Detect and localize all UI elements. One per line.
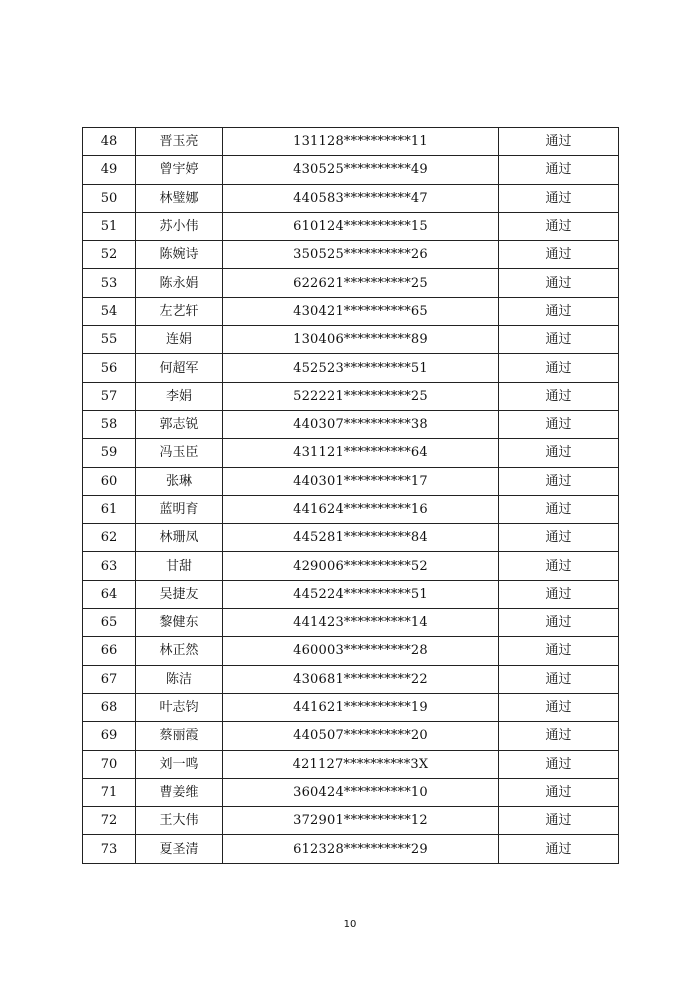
result-status: 通过: [499, 637, 619, 665]
id-number: 131128**********11: [223, 128, 499, 156]
result-status: 通过: [499, 524, 619, 552]
id-number: 360424**********10: [223, 778, 499, 806]
result-status: 通过: [499, 807, 619, 835]
id-number: 460003**********28: [223, 637, 499, 665]
person-name: 冯玉臣: [136, 439, 223, 467]
id-number: 452523**********51: [223, 354, 499, 382]
row-number: 66: [83, 637, 136, 665]
result-status: 通过: [499, 835, 619, 863]
table-row: [83, 552, 619, 580]
person-name: 连娟: [136, 326, 223, 354]
row-number: 70: [83, 750, 136, 778]
table-row: [83, 241, 619, 269]
table-row: [83, 637, 619, 665]
person-name: 李娟: [136, 382, 223, 410]
result-status: 通过: [499, 467, 619, 495]
table-row: [83, 297, 619, 325]
id-number: 430421**********65: [223, 297, 499, 325]
id-number: 522221**********25: [223, 382, 499, 410]
result-status: 通过: [499, 326, 619, 354]
id-number: 445281**********84: [223, 524, 499, 552]
table-row: [83, 326, 619, 354]
person-name: 陈永娟: [136, 269, 223, 297]
result-status: 通过: [499, 354, 619, 382]
person-name: 何超军: [136, 354, 223, 382]
result-status: 通过: [499, 750, 619, 778]
id-number: 441621**********19: [223, 693, 499, 721]
result-status: 通过: [499, 269, 619, 297]
id-number: 429006**********52: [223, 552, 499, 580]
id-number: 421127**********3X: [223, 750, 499, 778]
row-number: 53: [83, 269, 136, 297]
result-status: 通过: [499, 693, 619, 721]
id-number: 430681**********22: [223, 665, 499, 693]
person-name: 左艺轩: [136, 297, 223, 325]
row-number: 48: [83, 128, 136, 156]
person-name: 曹姜维: [136, 778, 223, 806]
row-number: 71: [83, 778, 136, 806]
table-row: [83, 609, 619, 637]
result-status: 通过: [499, 410, 619, 438]
table-row: [83, 212, 619, 240]
page-number: 10: [343, 919, 357, 930]
result-status: 通过: [499, 212, 619, 240]
row-number: 57: [83, 382, 136, 410]
id-number: 440301**********17: [223, 467, 499, 495]
result-status: 通过: [499, 580, 619, 608]
row-number: 62: [83, 524, 136, 552]
row-number: 59: [83, 439, 136, 467]
row-number: 49: [83, 156, 136, 184]
table-row: [83, 439, 619, 467]
table-row: [83, 778, 619, 806]
table-row: [83, 807, 619, 835]
table-row: [83, 269, 619, 297]
person-name: 苏小伟: [136, 212, 223, 240]
table-row: [83, 467, 619, 495]
results-table: [82, 127, 619, 864]
result-status: 通过: [499, 495, 619, 523]
person-name: 黎健东: [136, 609, 223, 637]
id-number: 130406**********89: [223, 326, 499, 354]
result-status: 通过: [499, 778, 619, 806]
person-name: 林珊凤: [136, 524, 223, 552]
row-number: 54: [83, 297, 136, 325]
table-row: [83, 156, 619, 184]
row-number: 72: [83, 807, 136, 835]
result-status: 通过: [499, 382, 619, 410]
row-number: 50: [83, 184, 136, 212]
row-number: 64: [83, 580, 136, 608]
person-name: 夏圣清: [136, 835, 223, 863]
row-number: 65: [83, 609, 136, 637]
person-name: 晋玉亮: [136, 128, 223, 156]
row-number: 67: [83, 665, 136, 693]
results-table-body: [83, 128, 619, 864]
table-row: [83, 722, 619, 750]
result-status: 通过: [499, 128, 619, 156]
id-number: 612328**********29: [223, 835, 499, 863]
result-status: 通过: [499, 439, 619, 467]
id-number: 440507**********20: [223, 722, 499, 750]
table-row: [83, 410, 619, 438]
id-number: 350525**********26: [223, 241, 499, 269]
result-status: 通过: [499, 665, 619, 693]
id-number: 430525**********49: [223, 156, 499, 184]
id-number: 372901**********12: [223, 807, 499, 835]
row-number: 73: [83, 835, 136, 863]
row-number: 51: [83, 212, 136, 240]
person-name: 陈婉诗: [136, 241, 223, 269]
person-name: 林正然: [136, 637, 223, 665]
row-number: 52: [83, 241, 136, 269]
table-row: [83, 382, 619, 410]
person-name: 吴捷友: [136, 580, 223, 608]
row-number: 60: [83, 467, 136, 495]
row-number: 56: [83, 354, 136, 382]
id-number: 431121**********64: [223, 439, 499, 467]
id-number: 441624**********16: [223, 495, 499, 523]
row-number: 68: [83, 693, 136, 721]
id-number: 622621**********25: [223, 269, 499, 297]
id-number: 610124**********15: [223, 212, 499, 240]
row-number: 61: [83, 495, 136, 523]
id-number: 441423**********14: [223, 609, 499, 637]
row-number: 58: [83, 410, 136, 438]
row-number: 63: [83, 552, 136, 580]
person-name: 林璧娜: [136, 184, 223, 212]
id-number: 440307**********38: [223, 410, 499, 438]
result-status: 通过: [499, 241, 619, 269]
table-row: [83, 184, 619, 212]
person-name: 蓝明育: [136, 495, 223, 523]
person-name: 甘甜: [136, 552, 223, 580]
person-name: 张琳: [136, 467, 223, 495]
result-status: 通过: [499, 722, 619, 750]
table-row: [83, 693, 619, 721]
table-row: [83, 524, 619, 552]
result-status: 通过: [499, 609, 619, 637]
person-name: 蔡丽霞: [136, 722, 223, 750]
person-name: 叶志钧: [136, 693, 223, 721]
person-name: 曾宇婷: [136, 156, 223, 184]
table-row: [83, 495, 619, 523]
table-row: [83, 665, 619, 693]
id-number: 440583**********47: [223, 184, 499, 212]
row-number: 55: [83, 326, 136, 354]
person-name: 陈洁: [136, 665, 223, 693]
person-name: 刘一鸣: [136, 750, 223, 778]
result-status: 通过: [499, 297, 619, 325]
id-number: 445224**********51: [223, 580, 499, 608]
result-status: 通过: [499, 552, 619, 580]
row-number: 69: [83, 722, 136, 750]
table-row: [83, 835, 619, 863]
person-name: 郭志锐: [136, 410, 223, 438]
table-row: [83, 580, 619, 608]
result-status: 通过: [499, 184, 619, 212]
result-status: 通过: [499, 156, 619, 184]
table-row: [83, 750, 619, 778]
table-row: [83, 128, 619, 156]
table-row: [83, 354, 619, 382]
person-name: 王大伟: [136, 807, 223, 835]
